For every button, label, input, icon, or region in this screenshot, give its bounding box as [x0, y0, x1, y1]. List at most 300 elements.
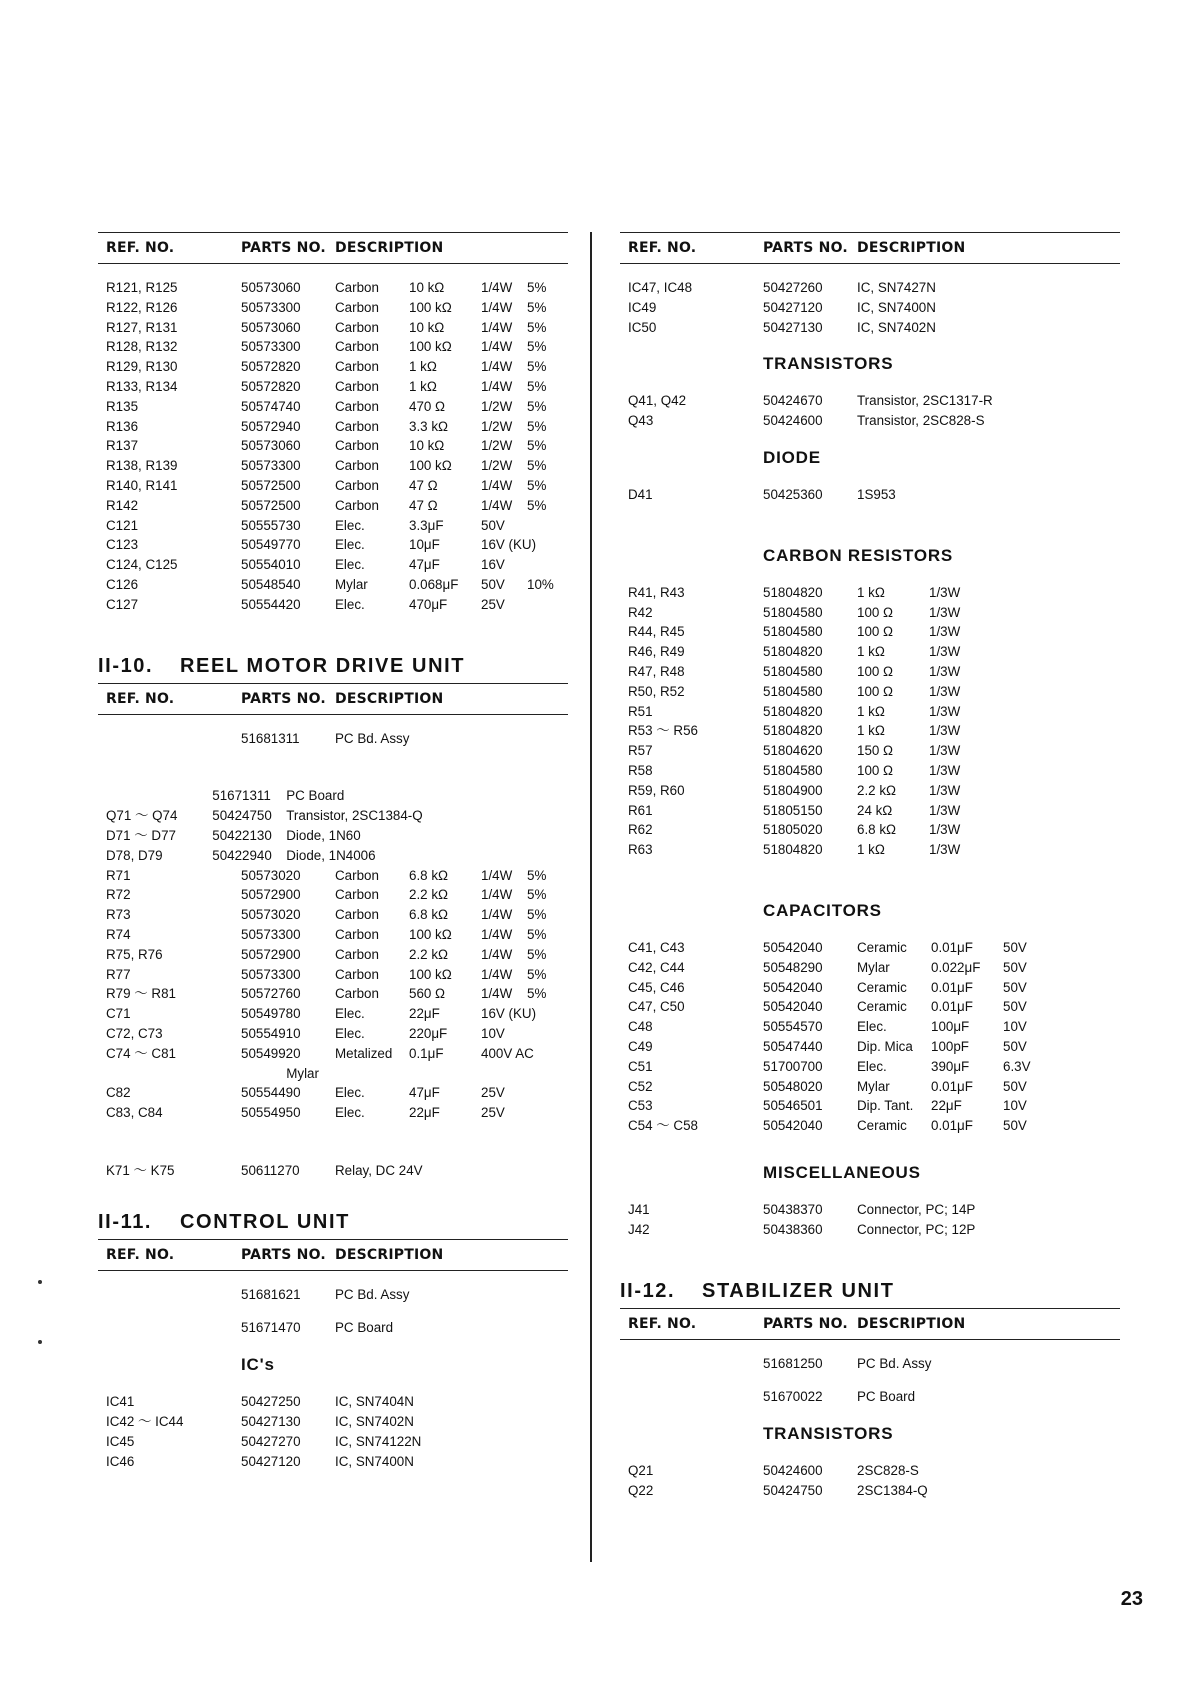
description: Carbon [335, 418, 379, 434]
table-row [620, 583, 1120, 603]
table-row [620, 1096, 1120, 1116]
miscellaneous-heading: MISCELLANEOUS [763, 1162, 921, 1182]
parts-no: 51804580 [763, 604, 823, 620]
value: 560 Ω [409, 986, 446, 1002]
description: Transistor, 2SC1384-Q [286, 808, 423, 824]
ref-no: R122, R126 [106, 299, 178, 315]
description: Elec. [335, 1085, 365, 1101]
table-row [98, 1024, 568, 1044]
left-column [98, 232, 568, 1471]
section-name: STABILIZER UNIT [702, 1279, 895, 1302]
section-number: II-10. [98, 654, 154, 677]
parts-no: 50572900 [241, 946, 301, 962]
parts-no: 51700700 [763, 1058, 823, 1074]
table-row [98, 337, 568, 357]
description: Carbon [335, 477, 379, 493]
value: 470 Ω [409, 398, 446, 414]
description: IC, SN7400N [857, 299, 936, 315]
margin-mark [38, 1280, 42, 1284]
table-row [620, 958, 1120, 978]
value: 22μF [931, 1098, 962, 1114]
parts-list-top [98, 278, 568, 615]
parts-no: 50427120 [241, 1453, 301, 1469]
value: 22μF [409, 1006, 440, 1022]
ref-no: C123 [106, 537, 139, 553]
ref-no: Q22 [628, 1482, 654, 1498]
rating: 1/3W [929, 762, 961, 778]
section-title-12 [620, 1274, 1120, 1308]
rating: 1/4W [481, 299, 513, 315]
parts-no: 50438360 [763, 1221, 823, 1237]
parts-no: 50425360 [763, 486, 823, 502]
ref-no: R142 [106, 497, 139, 513]
table-row [620, 761, 1120, 781]
table-row [98, 1285, 568, 1305]
value: 10 kΩ [409, 438, 445, 454]
ref-no: Q43 [628, 413, 654, 429]
ref-no-header: REF. NO. [106, 690, 175, 707]
rating: 1/3W [929, 663, 961, 679]
table-row [620, 1354, 1120, 1374]
ref-no: C74 ～ C81 [106, 1045, 176, 1061]
description: 1S953 [857, 486, 896, 502]
rating: 10V [1003, 1019, 1027, 1035]
description: Diode, 1N60 [286, 827, 361, 843]
parts-no: 50573060 [241, 280, 301, 295]
table-row [98, 535, 568, 555]
description: Mylar [857, 959, 890, 975]
diode-heading: DIODE [763, 447, 821, 467]
ref-no: IC49 [628, 299, 657, 315]
rating: 50V [481, 517, 505, 533]
value: 47 Ω [409, 477, 438, 493]
description: Carbon [335, 887, 379, 903]
ref-no: Q41, Q42 [628, 393, 687, 409]
description: Elec. [857, 1019, 887, 1035]
table-row [620, 391, 1120, 411]
parts-no: 50542040 [763, 939, 823, 955]
value: 100 Ω [857, 663, 894, 679]
section-name: REEL MOTOR DRIVE UNIT [180, 654, 466, 677]
ref-no: C52 [628, 1078, 653, 1094]
tolerance: 5% [527, 438, 547, 454]
right-column [620, 232, 1120, 1501]
table-row [620, 411, 1120, 431]
rating: 10V [1003, 1098, 1027, 1114]
parts-no-header: PARTS NO. [763, 1315, 848, 1332]
section-number: II-11. [98, 1210, 153, 1233]
value: 1 kΩ [857, 723, 885, 739]
parts-no-header: PARTS NO. [763, 240, 848, 256]
ref-no: R51 [628, 703, 653, 719]
rating: 16V (KU) [481, 537, 537, 553]
value: 100 kΩ [409, 339, 452, 355]
parts-list-transistors [620, 391, 1120, 431]
parts-no: 50554490 [241, 1085, 301, 1101]
parts-no: 50424670 [763, 393, 823, 409]
table-row [98, 1161, 568, 1181]
description: Elec. [335, 517, 365, 533]
parts-no: 50573060 [241, 319, 301, 335]
ref-no: C49 [628, 1038, 653, 1054]
table-row [98, 417, 568, 437]
description: IC, SN7404N [335, 1394, 414, 1410]
description: Dip. Tant. [857, 1098, 914, 1114]
rating: 1/2W [481, 398, 513, 414]
parts-no: 50548020 [763, 1078, 823, 1094]
rating: 1/4W [481, 867, 513, 883]
table-row [620, 1116, 1120, 1136]
tolerance: 5% [527, 497, 547, 513]
description: Carbon [335, 339, 379, 355]
table-row [98, 866, 568, 886]
table-row [98, 1044, 568, 1064]
description: Elec. [335, 1025, 365, 1041]
parts-no: 50422130 [212, 827, 272, 843]
description-header: DESCRIPTION [335, 690, 444, 707]
rating: 1/3W [929, 624, 961, 640]
table-header [98, 683, 568, 715]
ref-no: C41, C43 [628, 939, 685, 955]
rating: 1/2W [481, 438, 513, 454]
value: 100 kΩ [409, 299, 452, 315]
page-number: 23 [1120, 1588, 1143, 1610]
ref-no: R61 [628, 802, 653, 818]
value: 0.01μF [931, 979, 973, 995]
rating: 1/4W [481, 907, 513, 923]
value: 47 Ω [409, 497, 438, 513]
value: 1 kΩ [857, 644, 885, 660]
parts-no: 51804580 [763, 663, 823, 679]
table-header [98, 232, 568, 264]
ref-no: C42, C44 [628, 959, 685, 975]
rating: 16V (KU) [481, 1006, 537, 1022]
ref-no: D71 ～ D77 [106, 827, 176, 843]
rating: 400V AC [481, 1045, 534, 1061]
description: Metalized [335, 1045, 393, 1061]
value: 390μF [931, 1058, 970, 1074]
rating: 25V [481, 1105, 505, 1121]
parts-no: 50572820 [241, 378, 301, 394]
description: Mylar [335, 576, 368, 592]
value: 0.022μF [931, 959, 981, 975]
ref-no: R42 [628, 604, 653, 620]
rating: 1/3W [929, 604, 961, 620]
tolerance: 10% [527, 576, 554, 592]
ref-no: C71 [106, 1006, 131, 1022]
table-row [98, 476, 568, 496]
description: Elec. [335, 1006, 365, 1022]
ref-no-header: REF. NO. [106, 1246, 175, 1263]
table-row [98, 945, 568, 965]
table-row [98, 1318, 568, 1338]
table-row [620, 298, 1120, 318]
table-row [620, 741, 1120, 761]
description: Ceramic [857, 1118, 907, 1134]
parts-no: 50549920 [241, 1045, 301, 1061]
ref-no: K71 ～ K75 [106, 1162, 175, 1178]
table-row [98, 1083, 568, 1103]
value: 100pF [931, 1038, 969, 1054]
table-row [620, 1037, 1120, 1057]
parts-no: 50611270 [241, 1162, 300, 1178]
rating: 50V [1003, 999, 1027, 1015]
ref-no: IC42 ～ IC44 [106, 1414, 184, 1430]
margin-mark [38, 1340, 42, 1344]
parts-no: 51804900 [763, 782, 823, 798]
rating: 25V [481, 596, 505, 612]
ref-no: IC41 [106, 1394, 135, 1410]
parts-no: 50572500 [241, 477, 301, 493]
description: Carbon [335, 299, 379, 315]
value: 0.01μF [931, 939, 973, 955]
rating: 6.3V [1003, 1058, 1031, 1074]
ref-no: C53 [628, 1098, 653, 1114]
tolerance: 5% [527, 907, 547, 923]
description: Diode, 1N4006 [286, 847, 376, 863]
ref-no: C51 [628, 1058, 653, 1074]
rating: 1/3W [929, 822, 961, 838]
ref-no: R50, R52 [628, 683, 685, 699]
ref-no: J42 [628, 1221, 650, 1237]
parts-list-capacitors [620, 938, 1120, 1136]
description: Carbon [335, 458, 379, 474]
tolerance: 5% [527, 887, 547, 903]
table-row [620, 662, 1120, 682]
table-header [620, 1308, 1120, 1340]
parts-no: 51804820 [763, 723, 823, 739]
table-row [98, 456, 568, 476]
rating: 50V [1003, 1078, 1027, 1094]
rating: 1/4W [481, 926, 513, 942]
value: 47μF [409, 557, 440, 573]
ics-heading: IC's [241, 1355, 275, 1375]
value: 10 kΩ [409, 280, 445, 295]
parts-no: 50427130 [241, 1414, 301, 1430]
value: 100 kΩ [409, 966, 452, 982]
ref-no-header: REF. NO. [628, 240, 697, 256]
table-row [620, 603, 1120, 623]
description: Transistor, 2SC828-S [857, 413, 985, 429]
table-header [98, 1239, 568, 1271]
table-row [620, 997, 1120, 1017]
parts-list-sec11 [98, 1392, 568, 1471]
rating: 1/4W [481, 319, 513, 335]
table-row [98, 826, 568, 846]
parts-no: 50554570 [763, 1019, 823, 1035]
rating: 1/3W [929, 683, 961, 699]
ref-no: C82 [106, 1085, 131, 1101]
tolerance: 5% [527, 319, 547, 335]
value: 10 kΩ [409, 319, 445, 335]
description: IC, SN7402N [335, 1414, 414, 1430]
value: 6.8 kΩ [857, 822, 897, 838]
ref-no: R136 [106, 418, 139, 434]
table-row [620, 1057, 1120, 1077]
value: 3.3μF [409, 517, 444, 533]
parts-no: 50427270 [241, 1433, 301, 1449]
table-row [620, 781, 1120, 801]
parts-no: 51804580 [763, 683, 823, 699]
parts-list-sec10 [98, 786, 568, 1123]
value: 1 kΩ [409, 378, 437, 394]
description: Ceramic [857, 939, 907, 955]
ref-no: R44, R45 [628, 624, 685, 640]
table-row [98, 846, 568, 866]
ref-no: R72 [106, 887, 131, 903]
description: Ceramic [857, 999, 907, 1015]
rating: 50V [1003, 959, 1027, 975]
rating: 50V [1003, 1038, 1027, 1054]
parts-no: 50548290 [763, 959, 823, 975]
rating: 1/3W [929, 703, 961, 719]
value: 220μF [409, 1025, 448, 1041]
rating: 1/4W [481, 497, 513, 513]
value: 470μF [409, 596, 448, 612]
table-row [620, 721, 1120, 741]
description: Carbon [335, 359, 379, 375]
ref-no: R73 [106, 907, 131, 923]
parts-no: 51681621 [241, 1286, 301, 1302]
table-row [620, 1077, 1120, 1097]
table-row [98, 1392, 568, 1412]
ref-no: R140, R141 [106, 477, 178, 493]
rating: 1/3W [929, 644, 961, 660]
rating: 1/4W [481, 359, 513, 375]
description: PC Board [286, 788, 345, 804]
description: PC Board [857, 1389, 916, 1405]
rating: 1/2W [481, 458, 513, 474]
rating: 1/4W [481, 477, 513, 493]
description: Elec. [335, 596, 365, 612]
ref-no: D78, D79 [106, 847, 163, 863]
parts-no: 50555730 [241, 517, 301, 533]
rating: 1/4W [481, 339, 513, 355]
tolerance: 5% [527, 398, 547, 414]
table-row [620, 278, 1120, 298]
ref-no: IC46 [106, 1453, 135, 1469]
rating: 1/4W [481, 378, 513, 394]
transistors-heading: TRANSISTORS [763, 354, 894, 374]
tolerance: 5% [527, 477, 547, 493]
value: 24 kΩ [857, 802, 893, 818]
ref-no-header: REF. NO. [106, 240, 175, 256]
parts-no: 50554420 [241, 596, 301, 612]
table-row [620, 1387, 1120, 1407]
ref-no: R127, R131 [106, 319, 178, 335]
ref-no: R46, R49 [628, 644, 685, 660]
parts-no: 50427260 [763, 280, 823, 295]
value: 100 Ω [857, 604, 894, 620]
ref-no: R75, R76 [106, 946, 163, 962]
table-row [98, 595, 568, 615]
column-divider [590, 232, 592, 1562]
table-row [98, 1432, 568, 1452]
ref-no: D41 [628, 486, 653, 502]
tolerance: 5% [527, 966, 547, 982]
rating: 16V [481, 557, 505, 573]
description: Carbon [335, 497, 379, 513]
transistors-heading: TRANSISTORS [763, 1424, 894, 1444]
parts-no: 51681250 [763, 1355, 823, 1371]
rating: 50V [481, 576, 505, 592]
carbon-resistors-heading: CARBON RESISTORS [763, 545, 954, 565]
parts-no: 50554010 [241, 557, 301, 573]
parts-no: 51804820 [763, 644, 823, 660]
table-row [98, 436, 568, 456]
rating: 1/4W [481, 986, 513, 1002]
parts-no: 50554910 [241, 1025, 301, 1041]
ref-no: R53 ～ R56 [628, 723, 698, 739]
parts-no: 50554950 [241, 1105, 301, 1121]
description: Carbon [335, 319, 379, 335]
rating: 50V [1003, 979, 1027, 995]
parts-no: 50427130 [763, 319, 823, 335]
value: 100 kΩ [409, 458, 452, 474]
parts-no: 50572820 [241, 359, 301, 375]
ref-no: R41, R43 [628, 584, 685, 600]
description: PC Bd. Assy [335, 730, 410, 746]
ref-no: R47, R48 [628, 663, 685, 679]
description: Carbon [335, 867, 379, 883]
table-row [620, 622, 1120, 642]
ref-no: C124, C125 [106, 557, 178, 573]
rating: 1/3W [929, 802, 961, 818]
ref-no: C48 [628, 1019, 653, 1035]
table-row [98, 516, 568, 536]
parts-no: 50424600 [763, 1463, 823, 1479]
parts-no: 50573300 [241, 339, 301, 355]
ref-no: C83, C84 [106, 1105, 163, 1121]
ref-no: R58 [628, 762, 653, 778]
parts-no: 50424750 [212, 808, 272, 824]
value: 1 kΩ [857, 703, 885, 719]
table-row [98, 357, 568, 377]
parts-no: 50546501 [763, 1098, 823, 1114]
value: 22μF [409, 1105, 440, 1121]
ref-no: R129, R130 [106, 359, 178, 375]
parts-no: 51805020 [763, 822, 823, 838]
tolerance: 5% [527, 359, 547, 375]
value: 100 Ω [857, 624, 894, 640]
table-row [98, 1004, 568, 1024]
rating: 10V [481, 1025, 505, 1041]
parts-list-sec12 [620, 1461, 1120, 1501]
parts-no-header: PARTS NO. [241, 1246, 326, 1263]
value: 2.2 kΩ [409, 887, 449, 903]
ref-no: R137 [106, 438, 139, 454]
ref-no: IC45 [106, 1433, 135, 1449]
parts-no: 51681311 [241, 730, 300, 746]
table-row [98, 729, 568, 749]
table-row [98, 278, 568, 298]
table-row [98, 1064, 568, 1084]
parts-no: 50542040 [763, 1118, 823, 1134]
table-row [620, 642, 1120, 662]
value: 10μF [409, 537, 440, 553]
rating: 1/4W [481, 966, 513, 982]
ref-no: R135 [106, 398, 139, 414]
tolerance: 5% [527, 299, 547, 315]
ref-no: Q71 ～ Q74 [106, 808, 178, 824]
value: 100 Ω [857, 762, 894, 778]
ref-no: Q21 [628, 1463, 654, 1479]
description: Connector, PC; 12P [857, 1221, 976, 1237]
parts-no: 50542040 [763, 999, 823, 1015]
description: Carbon [335, 926, 379, 942]
ref-no: R71 [106, 867, 131, 883]
value: 6.8 kΩ [409, 907, 449, 923]
